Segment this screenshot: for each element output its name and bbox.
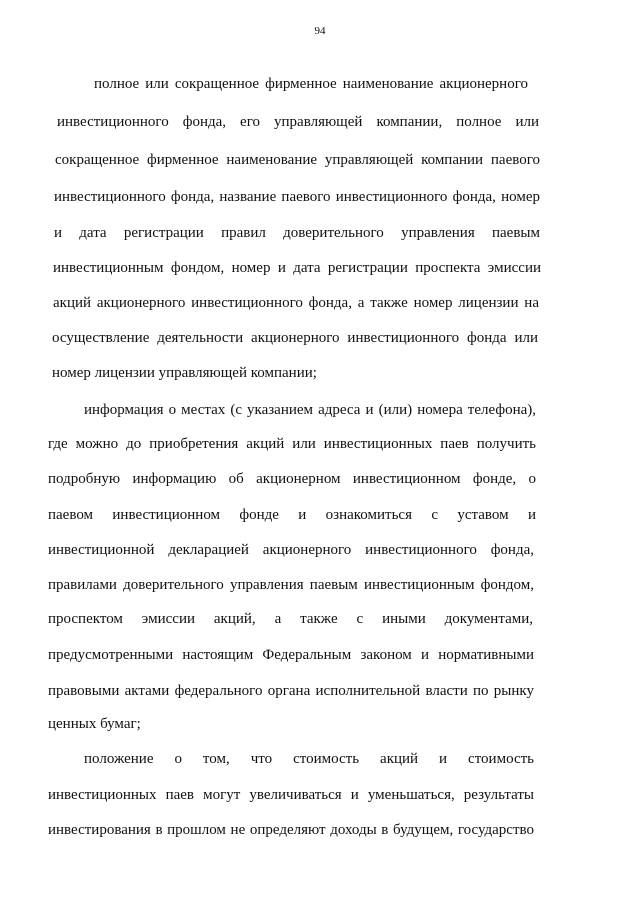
- text-line: и дата регистрации правил доверительного управления паевым: [54, 225, 540, 241]
- text-line: паевом инвестиционном фонде и ознакомиться с уставом и: [48, 507, 536, 523]
- text-line: правовыми актами федерального органа исполнительной власти по рынку: [48, 683, 534, 699]
- text-line: инвестиционным фондом, номер и дата регистрации проспекта эмиссии: [53, 260, 541, 276]
- text-line: предусмотренными настоящим Федеральным законом и нормативными: [48, 647, 534, 663]
- text-line: сокращенное фирменное наименование управляющей компании паевого: [55, 152, 540, 168]
- text-line: информация о местах (с указанием адреса и (или) номера телефона),: [84, 402, 536, 418]
- text-line: проспектом эмиссии акций, а также с иными документами,: [48, 611, 533, 627]
- text-line: акций акционерного инвестиционного фонда, а также номер лицензии на: [53, 295, 539, 311]
- page-number: 94: [314, 25, 326, 37]
- text-line: номер лицензии управляющей компании;: [52, 365, 317, 381]
- text-line: подробную информацию об акционерном инвестиционном фонде, о: [48, 471, 536, 487]
- text-line: инвестиционной декларацией акционерного инвестиционного фонда,: [48, 542, 534, 558]
- text-line: инвестиционного фонда, название паевого инвестиционного фонда, номер: [54, 189, 540, 205]
- text-line: инвестирования в прошлом не определяют доходы в будущем, государство: [48, 822, 534, 838]
- text-line: правилами доверительного управления паевым инвестиционным фондом,: [48, 577, 534, 593]
- text-line: положение о том, что стоимость акций и стоимость: [84, 751, 534, 767]
- text-line: где можно до приобретения акций или инвестиционных паев получить: [48, 436, 536, 452]
- text-line: осуществление деятельности акционерного инвестиционного фонда или: [52, 330, 538, 346]
- text-line: инвестиционного фонда, его управляющей компании, полное или: [57, 114, 539, 130]
- text-line: ценных бумаг;: [48, 716, 141, 732]
- text-line: инвестиционных паев могут увеличиваться и уменьшаться, результаты: [48, 787, 534, 803]
- text-line: полное или сокращенное фирменное наименование акционерного: [94, 76, 528, 92]
